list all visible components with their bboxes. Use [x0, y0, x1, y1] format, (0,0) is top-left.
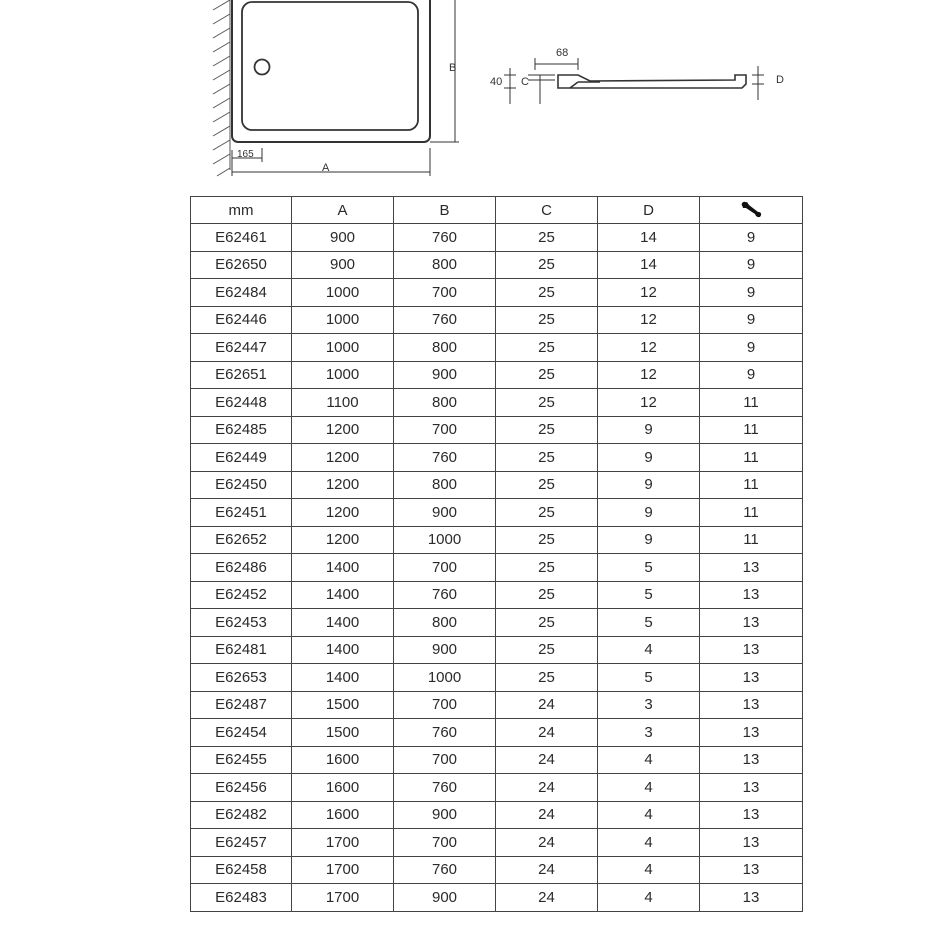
table-cell: 1200: [292, 471, 394, 499]
table-cell: 11: [700, 416, 803, 444]
table-cell: 14: [598, 251, 700, 279]
dim-label-68: 68: [556, 47, 569, 59]
table-cell: 700: [394, 829, 496, 857]
table-cell: E62487: [191, 691, 292, 719]
dim-label-b: B: [449, 62, 457, 74]
table-cell: 4: [598, 829, 700, 857]
table-cell: 800: [394, 471, 496, 499]
table-cell: 1000: [292, 279, 394, 307]
header-mm: mm: [191, 197, 292, 224]
table-cell: 4: [598, 884, 700, 912]
table-cell: 700: [394, 416, 496, 444]
table-cell: 800: [394, 251, 496, 279]
table-cell: 13: [700, 609, 803, 637]
drain-hole: [255, 60, 270, 75]
table-cell: 1700: [292, 829, 394, 857]
table-cell: E62458: [191, 856, 292, 884]
table-cell: 900: [292, 224, 394, 252]
dimension-d: [752, 66, 764, 100]
table-cell: 25: [496, 279, 598, 307]
table-cell: 1400: [292, 609, 394, 637]
table-cell: 25: [496, 471, 598, 499]
tray-section: [558, 75, 746, 88]
table-cell: 25: [496, 581, 598, 609]
table-cell: E62446: [191, 306, 292, 334]
table-cell: 11: [700, 499, 803, 527]
table-cell: 1000: [394, 664, 496, 692]
table-cell: 3: [598, 691, 700, 719]
table-cell: 24: [496, 829, 598, 857]
table-cell: 25: [496, 306, 598, 334]
tray-outline: [232, 0, 430, 142]
table-cell: E62456: [191, 774, 292, 802]
table-row: [191, 774, 803, 802]
table-cell: 1000: [394, 526, 496, 554]
table-row: [191, 856, 803, 884]
table-cell: 700: [394, 746, 496, 774]
table-cell: 11: [700, 471, 803, 499]
table-cell: 24: [496, 774, 598, 802]
table-row: [191, 306, 803, 334]
table-row: [191, 416, 803, 444]
table-cell: 5: [598, 554, 700, 582]
table-cell: 25: [496, 636, 598, 664]
tray-basin: [242, 2, 418, 130]
plan-view-drawing: [205, 0, 465, 185]
table-body: [191, 224, 803, 912]
table-cell: 1400: [292, 581, 394, 609]
table-cell: 760: [394, 774, 496, 802]
table-cell: 1200: [292, 526, 394, 554]
dimensions-table: [190, 196, 803, 912]
table-cell: 5: [598, 664, 700, 692]
table-row: [191, 334, 803, 362]
table-cell: 11: [700, 444, 803, 472]
table-cell: 1100: [292, 389, 394, 417]
table-cell: 5: [598, 581, 700, 609]
table-row: [191, 664, 803, 692]
table-cell: 12: [598, 306, 700, 334]
table-cell: 760: [394, 581, 496, 609]
table-row: [191, 526, 803, 554]
table-cell: 1500: [292, 719, 394, 747]
table-cell: 1000: [292, 334, 394, 362]
table-cell: 13: [700, 856, 803, 884]
table-cell: 1700: [292, 856, 394, 884]
table-cell: 24: [496, 801, 598, 829]
table-row: [191, 279, 803, 307]
header-d: D: [598, 197, 700, 224]
table-cell: 25: [496, 361, 598, 389]
table-row: [191, 361, 803, 389]
table-cell: 12: [598, 389, 700, 417]
table-cell: 24: [496, 691, 598, 719]
table-row: [191, 444, 803, 472]
table-cell: 9: [700, 224, 803, 252]
table-cell: 1200: [292, 416, 394, 444]
table-cell: 900: [394, 361, 496, 389]
table-cell: 9: [598, 526, 700, 554]
table-cell: 800: [394, 389, 496, 417]
wrench-icon: [738, 200, 764, 220]
table-cell: 25: [496, 251, 598, 279]
dimension-68: [535, 58, 578, 70]
dim-label-40: 40: [490, 76, 503, 88]
table-cell: 25: [496, 389, 598, 417]
table-cell: E62485: [191, 416, 292, 444]
table-row: [191, 609, 803, 637]
table-cell: 1600: [292, 746, 394, 774]
table-row: [191, 224, 803, 252]
table-cell: 1500: [292, 691, 394, 719]
dim-label-a: A: [322, 162, 330, 174]
header-c: C: [496, 197, 598, 224]
table-cell: 13: [700, 829, 803, 857]
section-view-drawing: [480, 38, 800, 113]
table-cell: 760: [394, 444, 496, 472]
table-cell: 12: [598, 361, 700, 389]
table-row: [191, 801, 803, 829]
table-cell: E62451: [191, 499, 292, 527]
table-cell: 1400: [292, 636, 394, 664]
table-cell: 24: [496, 746, 598, 774]
table-cell: 700: [394, 554, 496, 582]
table-cell: 9: [700, 334, 803, 362]
table-cell: 900: [394, 636, 496, 664]
table-cell: 760: [394, 719, 496, 747]
table-cell: 800: [394, 609, 496, 637]
table-cell: 13: [700, 581, 803, 609]
table-cell: 9: [700, 251, 803, 279]
table-cell: E62450: [191, 471, 292, 499]
table-cell: 1200: [292, 499, 394, 527]
table-cell: 13: [700, 691, 803, 719]
table-cell: 14: [598, 224, 700, 252]
dimension-40: [504, 68, 555, 104]
table-cell: 9: [700, 361, 803, 389]
table-cell: E62652: [191, 526, 292, 554]
table-cell: 1000: [292, 361, 394, 389]
table-cell: 25: [496, 664, 598, 692]
table-cell: 9: [598, 499, 700, 527]
table-cell: 13: [700, 801, 803, 829]
table-cell: 25: [496, 526, 598, 554]
header-b: B: [394, 197, 496, 224]
table-cell: 12: [598, 279, 700, 307]
table-cell: 760: [394, 224, 496, 252]
table-cell: 3: [598, 719, 700, 747]
table-cell: 4: [598, 801, 700, 829]
table-cell: 24: [496, 856, 598, 884]
header-a: A: [292, 197, 394, 224]
table-cell: E62653: [191, 664, 292, 692]
table-cell: 760: [394, 306, 496, 334]
table-row: [191, 251, 803, 279]
table-cell: 700: [394, 691, 496, 719]
table-row: [191, 499, 803, 527]
table-row: [191, 581, 803, 609]
table-cell: 4: [598, 636, 700, 664]
table-cell: 13: [700, 664, 803, 692]
table-cell: E62481: [191, 636, 292, 664]
table-cell: 5: [598, 609, 700, 637]
table-cell: E62448: [191, 389, 292, 417]
table-cell: 1600: [292, 774, 394, 802]
table-cell: 1000: [292, 306, 394, 334]
dimension-a: [232, 148, 430, 176]
table-cell: E62486: [191, 554, 292, 582]
table-cell: E62651: [191, 361, 292, 389]
table-cell: E62484: [191, 279, 292, 307]
table-row: [191, 691, 803, 719]
table-cell: 25: [496, 334, 598, 362]
table-cell: E62461: [191, 224, 292, 252]
table-cell: 700: [394, 279, 496, 307]
dim-label-d: D: [776, 74, 784, 86]
table-cell: E62447: [191, 334, 292, 362]
table-cell: E62453: [191, 609, 292, 637]
table-row: [191, 884, 803, 912]
dim-label-165: 165: [237, 149, 254, 160]
table-row: [191, 471, 803, 499]
table-cell: 25: [496, 499, 598, 527]
table-cell: 13: [700, 774, 803, 802]
table-row: [191, 554, 803, 582]
table-cell: E62454: [191, 719, 292, 747]
dim-label-c: C: [521, 76, 529, 88]
table-cell: 9: [700, 279, 803, 307]
table-cell: 25: [496, 554, 598, 582]
table-cell: 25: [496, 609, 598, 637]
table-cell: 13: [700, 884, 803, 912]
table-cell: 900: [394, 884, 496, 912]
table-cell: E62482: [191, 801, 292, 829]
table-cell: 4: [598, 774, 700, 802]
table-cell: 13: [700, 636, 803, 664]
table-cell: E62449: [191, 444, 292, 472]
table-cell: 760: [394, 856, 496, 884]
table-row: [191, 389, 803, 417]
table-cell: 900: [394, 499, 496, 527]
wall-hatching: [213, 0, 230, 176]
table-row: [191, 719, 803, 747]
table-cell: 9: [700, 306, 803, 334]
table-cell: 25: [496, 224, 598, 252]
table-cell: E62455: [191, 746, 292, 774]
table-cell: 1400: [292, 664, 394, 692]
table-cell: 1200: [292, 444, 394, 472]
table-cell: 9: [598, 471, 700, 499]
table-cell: 12: [598, 334, 700, 362]
header-weight: [700, 197, 803, 224]
table-cell: 800: [394, 334, 496, 362]
table-cell: 11: [700, 389, 803, 417]
table-cell: 1600: [292, 801, 394, 829]
table-cell: 24: [496, 884, 598, 912]
table-row: [191, 636, 803, 664]
table-cell: 24: [496, 719, 598, 747]
table-cell: 13: [700, 746, 803, 774]
table-cell: 4: [598, 746, 700, 774]
table-cell: E62650: [191, 251, 292, 279]
table-row: [191, 746, 803, 774]
table-cell: 13: [700, 554, 803, 582]
table-cell: 1400: [292, 554, 394, 582]
table-cell: 11: [700, 526, 803, 554]
table-cell: 4: [598, 856, 700, 884]
table-cell: 1700: [292, 884, 394, 912]
table-cell: 9: [598, 416, 700, 444]
table-row: [191, 829, 803, 857]
table-cell: 13: [700, 719, 803, 747]
table-cell: 900: [394, 801, 496, 829]
table-cell: E62452: [191, 581, 292, 609]
table-header-row: [191, 197, 803, 224]
table-cell: E62483: [191, 884, 292, 912]
table-cell: E62457: [191, 829, 292, 857]
table-cell: 25: [496, 444, 598, 472]
table-cell: 9: [598, 444, 700, 472]
table-cell: 900: [292, 251, 394, 279]
table-cell: 25: [496, 416, 598, 444]
